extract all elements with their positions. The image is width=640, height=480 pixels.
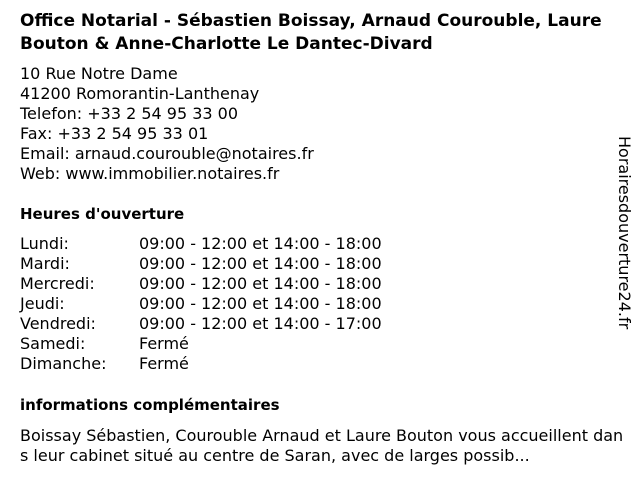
time-value: Fermé bbox=[139, 334, 189, 353]
time-value: 09:00 - 12:00 et 14:00 - 18:00 bbox=[139, 254, 382, 273]
website-address: Web: www.immobilier.notaires.fr bbox=[20, 164, 280, 183]
fax-number: Fax: +33 2 54 95 33 01 bbox=[20, 124, 209, 143]
day-label: Mardi: bbox=[20, 254, 70, 273]
day-label: Jeudi: bbox=[20, 294, 65, 313]
office-title: Office Notarial - Sébastien Boissay, Arnaud Courouble, Laure Bouton & Anne-Charlotte Le Dantec-Divard bbox=[20, 11, 602, 54]
time-value: 09:00 - 12:00 et 14:00 - 18:00 bbox=[139, 294, 382, 313]
day-label: Dimanche: bbox=[20, 354, 107, 373]
phone-number: Telefon: +33 2 54 95 33 00 bbox=[20, 104, 239, 123]
day-label: Lundi: bbox=[20, 234, 69, 253]
contact-block bbox=[20, 64, 314, 184]
additional-info-heading: informations complémentaires bbox=[20, 396, 280, 414]
address-street: 10 Rue Notre Dame bbox=[20, 64, 178, 83]
time-value: 09:00 - 12:00 et 14:00 - 18:00 bbox=[139, 234, 382, 253]
opening-hours-heading: Heures d'ouverture bbox=[20, 205, 185, 223]
time-value: Fermé bbox=[139, 354, 189, 373]
site-watermark: Horairesdouverture24.fr bbox=[615, 136, 634, 330]
day-label: Samedi: bbox=[20, 334, 86, 353]
day-label: Mercredi: bbox=[20, 274, 95, 293]
additional-info-text: Boissay Sébastien, Courouble Arnaud et Laure Bouton vous accueillent dans leur cabinet situé au centre de Saran, avec de larges possib... bbox=[20, 426, 624, 465]
address-city: 41200 Romorantin-Lanthenay bbox=[20, 84, 260, 103]
day-label: Vendredi: bbox=[20, 314, 96, 333]
time-value: 09:00 - 12:00 et 14:00 - 18:00 bbox=[139, 274, 382, 293]
email-address: Email: arnaud.courouble@notaires.fr bbox=[20, 144, 314, 163]
time-value: 09:00 - 12:00 et 14:00 - 17:00 bbox=[139, 314, 382, 333]
